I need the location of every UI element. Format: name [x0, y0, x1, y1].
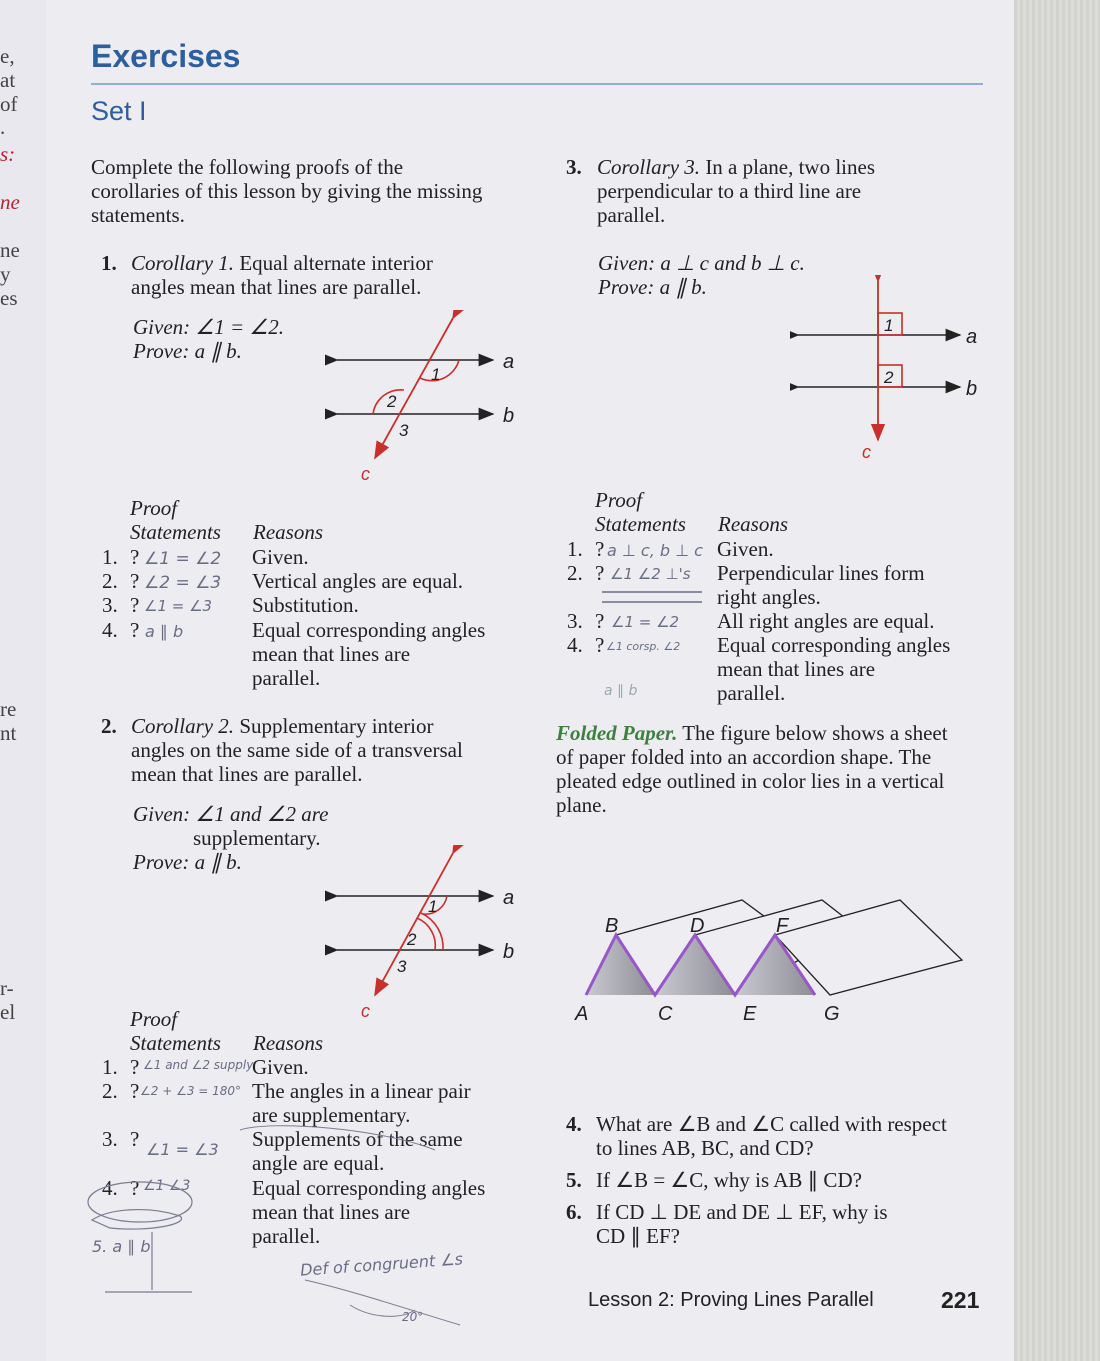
point-label-f: F: [776, 915, 789, 937]
margin-fragment: nt: [0, 721, 17, 745]
proof-blank: ?: [595, 609, 605, 633]
proof-reason: Vertical angles are equal.: [252, 569, 464, 593]
handwritten-note: 5. a ∥ b: [92, 1237, 151, 1256]
proof-reason: Perpendicular lines form: [717, 561, 925, 585]
proof-reason: Given.: [252, 1055, 309, 1079]
line-label-a: a: [966, 326, 978, 348]
exercise-2-text-line2: angles on the same side of a transversal: [131, 738, 463, 762]
proof-blank: ?: [130, 569, 140, 593]
proof-reason: The angles in a linear pair: [252, 1079, 471, 1103]
proof-blank: ?: [130, 618, 140, 642]
given-statement: Given: a ⊥ c and b ⊥ c.: [598, 251, 805, 275]
margin-fragment: of: [0, 92, 18, 116]
scribble-arc: [240, 1126, 435, 1150]
question-number: 6.: [566, 1200, 582, 1224]
question-text: CD ∥ EF?: [596, 1224, 680, 1248]
handwritten-answer: ∠1 ∠3: [143, 1178, 191, 1194]
proof-row-number: 2.: [102, 1079, 118, 1103]
folded-paper-line: plane.: [556, 793, 607, 817]
proof-reason: Given.: [717, 537, 774, 561]
given-statement-cont: supplementary.: [193, 826, 321, 850]
proof-blank: ?: [130, 1079, 140, 1103]
line-label-b: b: [503, 941, 515, 963]
proof-reason: parallel.: [252, 666, 321, 690]
proof-row-number: 1.: [102, 1055, 118, 1079]
margin-fragment: es: [0, 286, 18, 310]
proof-reason: All right angles are equal.: [717, 609, 935, 633]
scribble-arc: [350, 1305, 415, 1316]
pencil-scribbles: [80, 1120, 480, 1340]
angle-2-arc: [417, 918, 435, 950]
proof-row-number: 4.: [102, 1176, 118, 1200]
handwritten-answer: ∠1 corsp. ∠2: [606, 640, 681, 653]
given-statement: Given: ∠1 and ∠2 are: [133, 802, 329, 826]
line-label-a: a: [503, 887, 515, 909]
question-text: to lines AB, BC, and CD?: [596, 1136, 814, 1160]
proof-reason: Supplements of the same: [252, 1127, 463, 1151]
folded-paper-line: pleated edge outlined in color lies in a vertical: [556, 769, 945, 793]
exercise-2-text: [131, 714, 434, 738]
handwritten-answer: a ∥ b: [145, 622, 184, 641]
proof-reason: Equal corresponding angles: [717, 633, 951, 657]
figure-corollary-1: [325, 310, 535, 485]
proof-blank: ?: [130, 593, 140, 617]
prove-statement: Prove: a ∥ b.: [133, 850, 242, 874]
prove-statement: Prove: a ∥ b.: [133, 339, 242, 363]
book-gutter: [1014, 0, 1100, 1361]
margin-fragment: e,: [0, 44, 15, 68]
lesson-footer: Lesson 2: Proving Lines Parallel: [588, 1289, 874, 1311]
exercise-3-text: [597, 155, 875, 179]
question-number: 5.: [566, 1168, 582, 1192]
proof-blank: ?: [130, 1127, 140, 1151]
transversal-c: [375, 318, 453, 458]
angle-label-2: 2: [387, 392, 397, 411]
intro-line: corollaries of this lesson by giving the missing: [91, 179, 483, 203]
corollary-name: Corollary 2.: [131, 714, 235, 738]
margin-fragment: ne: [0, 238, 20, 262]
proof-label: Proof: [595, 488, 643, 512]
proof-row-number: 3.: [102, 593, 118, 617]
handwritten-answer: ∠1 ∠2 ⊥'s: [610, 565, 691, 583]
title-rule: [91, 83, 983, 85]
line-label-b: b: [503, 405, 515, 427]
margin-fragment: .: [0, 115, 6, 139]
proof-blank: ?: [130, 1055, 140, 1079]
proof-reason: Equal corresponding angles: [252, 618, 486, 642]
figure-corollary-3: [790, 275, 995, 470]
scratched-out-writing: [602, 591, 702, 603]
proof-blank: ?: [595, 561, 605, 585]
prove-statement: Prove: a ∥ b.: [598, 275, 707, 299]
corollary-text: In a plane, two lines: [705, 155, 876, 179]
folded-paper-figure: [560, 890, 970, 1030]
angle-label-1: 1: [428, 897, 438, 916]
corollary-name: Corollary 3.: [597, 155, 701, 179]
proof-row-number: 1.: [567, 537, 583, 561]
statements-header: Statements: [595, 512, 686, 536]
margin-fragment: y: [0, 262, 11, 286]
handwritten-answer: ∠1 = ∠2: [611, 613, 680, 631]
reasons-header: Reasons: [718, 512, 788, 536]
proof-blank: ?: [130, 545, 140, 569]
margin-fragment: r-: [0, 976, 14, 1000]
point-label-d: D: [690, 915, 705, 937]
handwritten-answer: ∠2 = ∠3: [144, 573, 222, 593]
exercise-2-text-line3: mean that lines are parallel.: [131, 762, 363, 786]
question-text: If ∠B = ∠C, why is AB ∥ CD?: [596, 1168, 862, 1192]
proof-row-number: 3.: [102, 1127, 118, 1151]
angle-label-1: 1: [884, 316, 894, 335]
handwritten-answer: ∠1 = ∠2: [144, 549, 222, 569]
handwritten-answer: ∠1 = ∠3: [146, 1140, 219, 1159]
exercise-number: 3.: [566, 155, 582, 179]
proof-row-number: 3.: [567, 609, 583, 633]
handwritten-answer: ∠2 + ∠3 = 180°: [140, 1084, 242, 1098]
handwritten-note: 20°: [402, 1310, 424, 1324]
folded-paper-intro: [556, 721, 948, 745]
proof-reason: mean that lines are: [252, 642, 411, 666]
proof-reason: parallel.: [252, 1224, 321, 1248]
proof-reason: Given.: [252, 545, 309, 569]
proof-row-number: 1.: [102, 545, 118, 569]
line-label-c: c: [361, 1001, 370, 1021]
intro-line: Complete the following proofs of the: [91, 155, 404, 179]
given-statement: Given: ∠1 = ∠2.: [133, 315, 284, 339]
page-number: 221: [941, 1287, 980, 1313]
line-label-c: c: [862, 442, 871, 462]
point-label-c: C: [658, 1003, 673, 1025]
handwritten-answer: ∠1 = ∠3: [144, 597, 213, 615]
previous-page-margin: [0, 0, 46, 1361]
exercise-1-text: [131, 251, 433, 275]
proof-label: Proof: [130, 1007, 178, 1031]
scribble-circle: [88, 1182, 192, 1222]
proof-reason: angle are equal.: [252, 1151, 385, 1175]
scribble-line: [305, 1280, 460, 1325]
folded-paper-line: of paper folded into an accordion shape. The: [556, 745, 932, 769]
point-label-a: A: [575, 1003, 589, 1025]
proof-reason: Substitution.: [252, 593, 359, 617]
angle-label-3: 3: [397, 957, 407, 976]
intro-line: statements.: [91, 203, 185, 227]
corollary-text: Equal alternate interior: [239, 251, 433, 275]
proof-label: Proof: [130, 496, 178, 520]
margin-fragment: re: [0, 697, 17, 721]
figure-corollary-2: [325, 845, 535, 1025]
point-label-g: G: [824, 1003, 840, 1025]
angle-label-1: 1: [431, 365, 441, 384]
handwritten-answer: ∠1 and ∠2 supply: [143, 1058, 254, 1072]
proof-reason: right angles.: [717, 585, 821, 609]
question-text: If CD ⊥ DE and DE ⊥ EF, why is: [596, 1200, 888, 1224]
angle-label-2: 2: [407, 930, 417, 949]
corollary-text: Supplementary interior: [239, 714, 434, 738]
proof-reason: mean that lines are: [717, 657, 876, 681]
margin-fragment: ne: [0, 190, 20, 214]
proof-reason: Equal corresponding angles: [252, 1176, 486, 1200]
margin-fragment: at: [0, 68, 16, 92]
exercise-3-text-line3: parallel.: [597, 203, 666, 227]
statements-header: Statements: [130, 520, 221, 544]
reasons-header: Reasons: [253, 520, 323, 544]
proof-row-number: 4.: [102, 618, 118, 642]
folded-paper-title: Folded Paper.: [556, 721, 678, 745]
handwritten-note: Def of congruent ∠s: [299, 1249, 464, 1280]
exercise-1-text-line2: angles mean that lines are parallel.: [131, 275, 422, 299]
proof-row-number: 2.: [102, 569, 118, 593]
proof-reason: mean that lines are: [252, 1200, 411, 1224]
transversal-c: [375, 853, 453, 995]
reasons-header: Reasons: [253, 1031, 323, 1055]
line-label-b: b: [966, 378, 978, 400]
proof-blank: ?: [130, 1176, 140, 1200]
proof-blank: ?: [595, 633, 605, 657]
set-heading: Set I: [91, 96, 147, 126]
proof-row-number: 4.: [567, 633, 583, 657]
statements-header: Statements: [130, 1031, 221, 1055]
page-title: Exercises: [91, 38, 241, 74]
proof-row-number: 2.: [567, 561, 583, 585]
folded-paper-text: The figure below shows a sheet: [682, 721, 948, 745]
point-label-e: E: [743, 1003, 757, 1025]
exercise-number: 2.: [101, 714, 117, 738]
exercise-3-text-line2: perpendicular to a third line are: [597, 179, 862, 203]
proof-reason: are supplementary.: [252, 1103, 411, 1127]
angle-label-2: 2: [884, 368, 894, 387]
question-text: What are ∠B and ∠C called with respect: [596, 1112, 947, 1136]
question-number: 4.: [566, 1112, 582, 1136]
proof-reason: parallel.: [717, 681, 786, 705]
angle-label-3: 3: [399, 421, 409, 440]
margin-fragment: s:: [0, 142, 16, 166]
point-label-b: B: [605, 915, 619, 937]
line-label-c: c: [361, 464, 370, 484]
exercise-number: 1.: [101, 251, 117, 275]
handwritten-answer: a ⊥ c, b ⊥ c: [607, 541, 703, 560]
corollary-name: Corollary 1.: [131, 251, 235, 275]
handwritten-note: a ∥ b: [604, 683, 638, 699]
margin-fragment: el: [0, 1000, 16, 1024]
line-label-a: a: [503, 351, 515, 373]
proof-blank: ?: [595, 537, 605, 561]
